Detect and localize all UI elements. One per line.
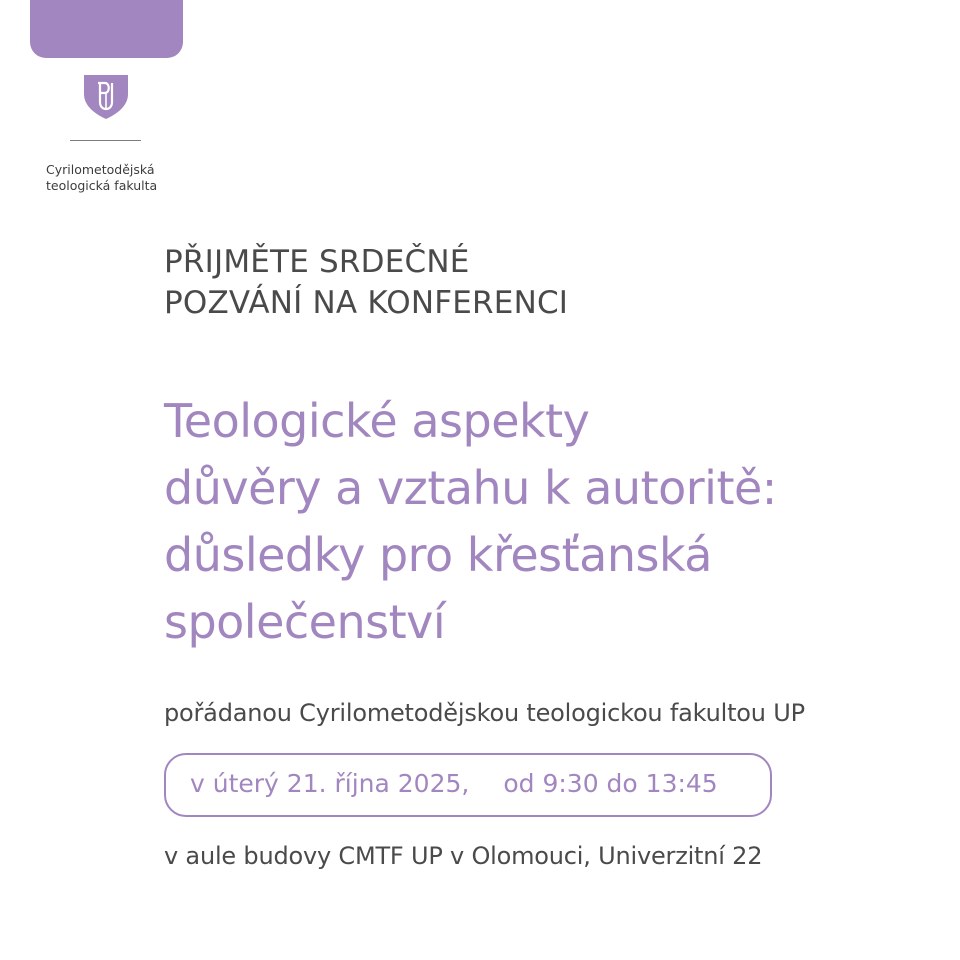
date-time-text — [190, 767, 718, 801]
logo-divider — [70, 140, 141, 141]
event-time: od 9:30 do 13:45 — [503, 769, 718, 798]
conference-title-line-2: důvěry a vztahu k autoritě: — [164, 461, 777, 515]
conference-title-line-4: společenství — [164, 595, 446, 649]
university-shield-icon — [83, 74, 129, 120]
invitation-line-2: POZVÁNÍ NA KONFERENCI — [164, 285, 569, 321]
conference-title-line-3: důsledky pro křesťanská — [164, 528, 712, 582]
top-accent-tab — [30, 0, 183, 58]
event-date: v úterý 21. října 2025, — [190, 769, 470, 798]
venue-text: v aule budovy CMTF UP v Olomouci, Univerzitní 22 — [164, 842, 763, 870]
organizer-text: pořádanou Cyrilometodějskou teologickou fakultou UP — [164, 699, 805, 727]
faculty-name — [46, 162, 186, 194]
invitation-line-1: PŘIJMĚTE SRDEČNÉ — [164, 244, 470, 280]
faculty-name-line-2: teologická fakulta — [46, 178, 158, 193]
invitation-heading — [164, 242, 568, 324]
conference-title-line-1: Teologické aspekty — [164, 394, 590, 448]
conference-title — [164, 388, 777, 656]
faculty-name-line-1: Cyrilometodějská — [46, 162, 155, 177]
